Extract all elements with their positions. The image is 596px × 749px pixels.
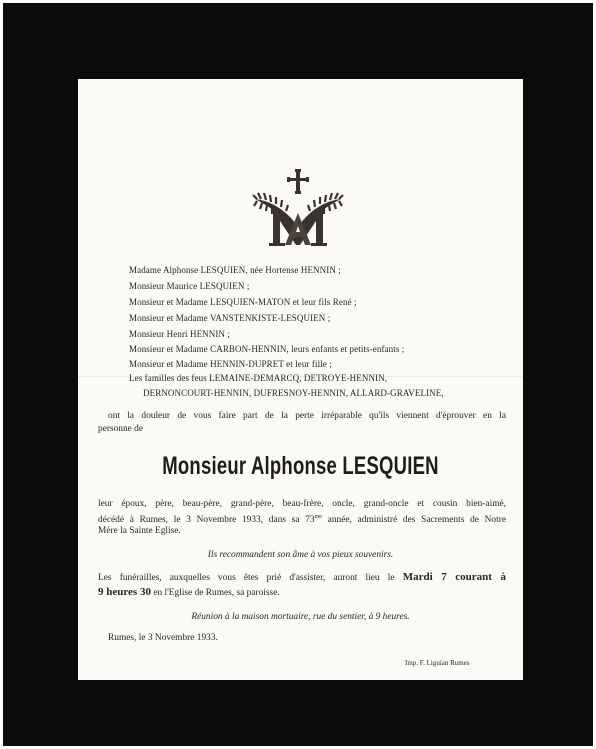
family-line: Monsieur et Madame CARBON-HENNIN, leurs enfants et petits-enfants ; — [129, 344, 405, 354]
family-line: Monsieur et Madame LESQUIEN-MATON et leur fils René ; — [129, 297, 357, 307]
family-line: Monsieur et Madame HENNIN-DUPRET et leur fille ; — [129, 359, 332, 369]
meeting-text: Réunion à la maison mortuaire, rue du sentier, à 9 heures. — [191, 612, 410, 622]
cross-and-palm-monogram-icon — [251, 169, 345, 249]
intro-text-end: personne de — [98, 424, 144, 434]
deceased-name: Monsieur Alphonse LESQUIEN — [162, 452, 439, 480]
family-line: Monsieur et Madame VANSTENKISTE-LESQUIEN ; — [129, 313, 331, 323]
relation-text: décédé à Rumes, le 3 Novembre 1933, dans sa $73^{me}$ année, administré des Sacrements de Notre — [98, 514, 506, 526]
family-line: DERNONCOURT-HENNIN, DUFRESNOY-HENNIN, ALLARD-GRAVELINE, — [143, 388, 444, 398]
relation-text: leur époux, père, beau-père, grand-père, beau-frère, oncle, grand-oncle et cousin bien-aimé, — [98, 499, 506, 509]
prayer-text: Ils recommandent son âme à vos pieux souvenirs. — [207, 550, 394, 560]
family-line: Monsieur Maurice LESQUIEN ; — [129, 281, 250, 291]
funeral-announcement-card — [78, 79, 523, 680]
family-line: Les familles des feus LEMAINE-DEMARCQ, DETROYE-HENNIN, — [129, 373, 388, 383]
funeral-text: 9 heures 30 en l'Eglise de Rumes, sa paroisse. — [98, 586, 280, 598]
relation-text-end: Mère la Sainte Eglise. — [98, 526, 181, 536]
family-line: Monsieur Henri HENNIN ; — [129, 329, 231, 339]
printer-mark: Imp. F. Liguian Rumes — [405, 659, 470, 667]
funeral-text: Les funérailles, auxquelles vous êtes prié d'assister, auront lieu le Mardi 7 courant à — [98, 571, 506, 583]
place-date: Rumes, le 3 Novembre 1933. — [108, 633, 218, 643]
family-line: Madame Alphonse LESQUIEN, née Hortense HENNIN ; — [129, 265, 341, 275]
intro-text: ont la douleur de vous faire part de la perte irréparable qu'ils viennent d'éprouver en la — [108, 411, 506, 421]
